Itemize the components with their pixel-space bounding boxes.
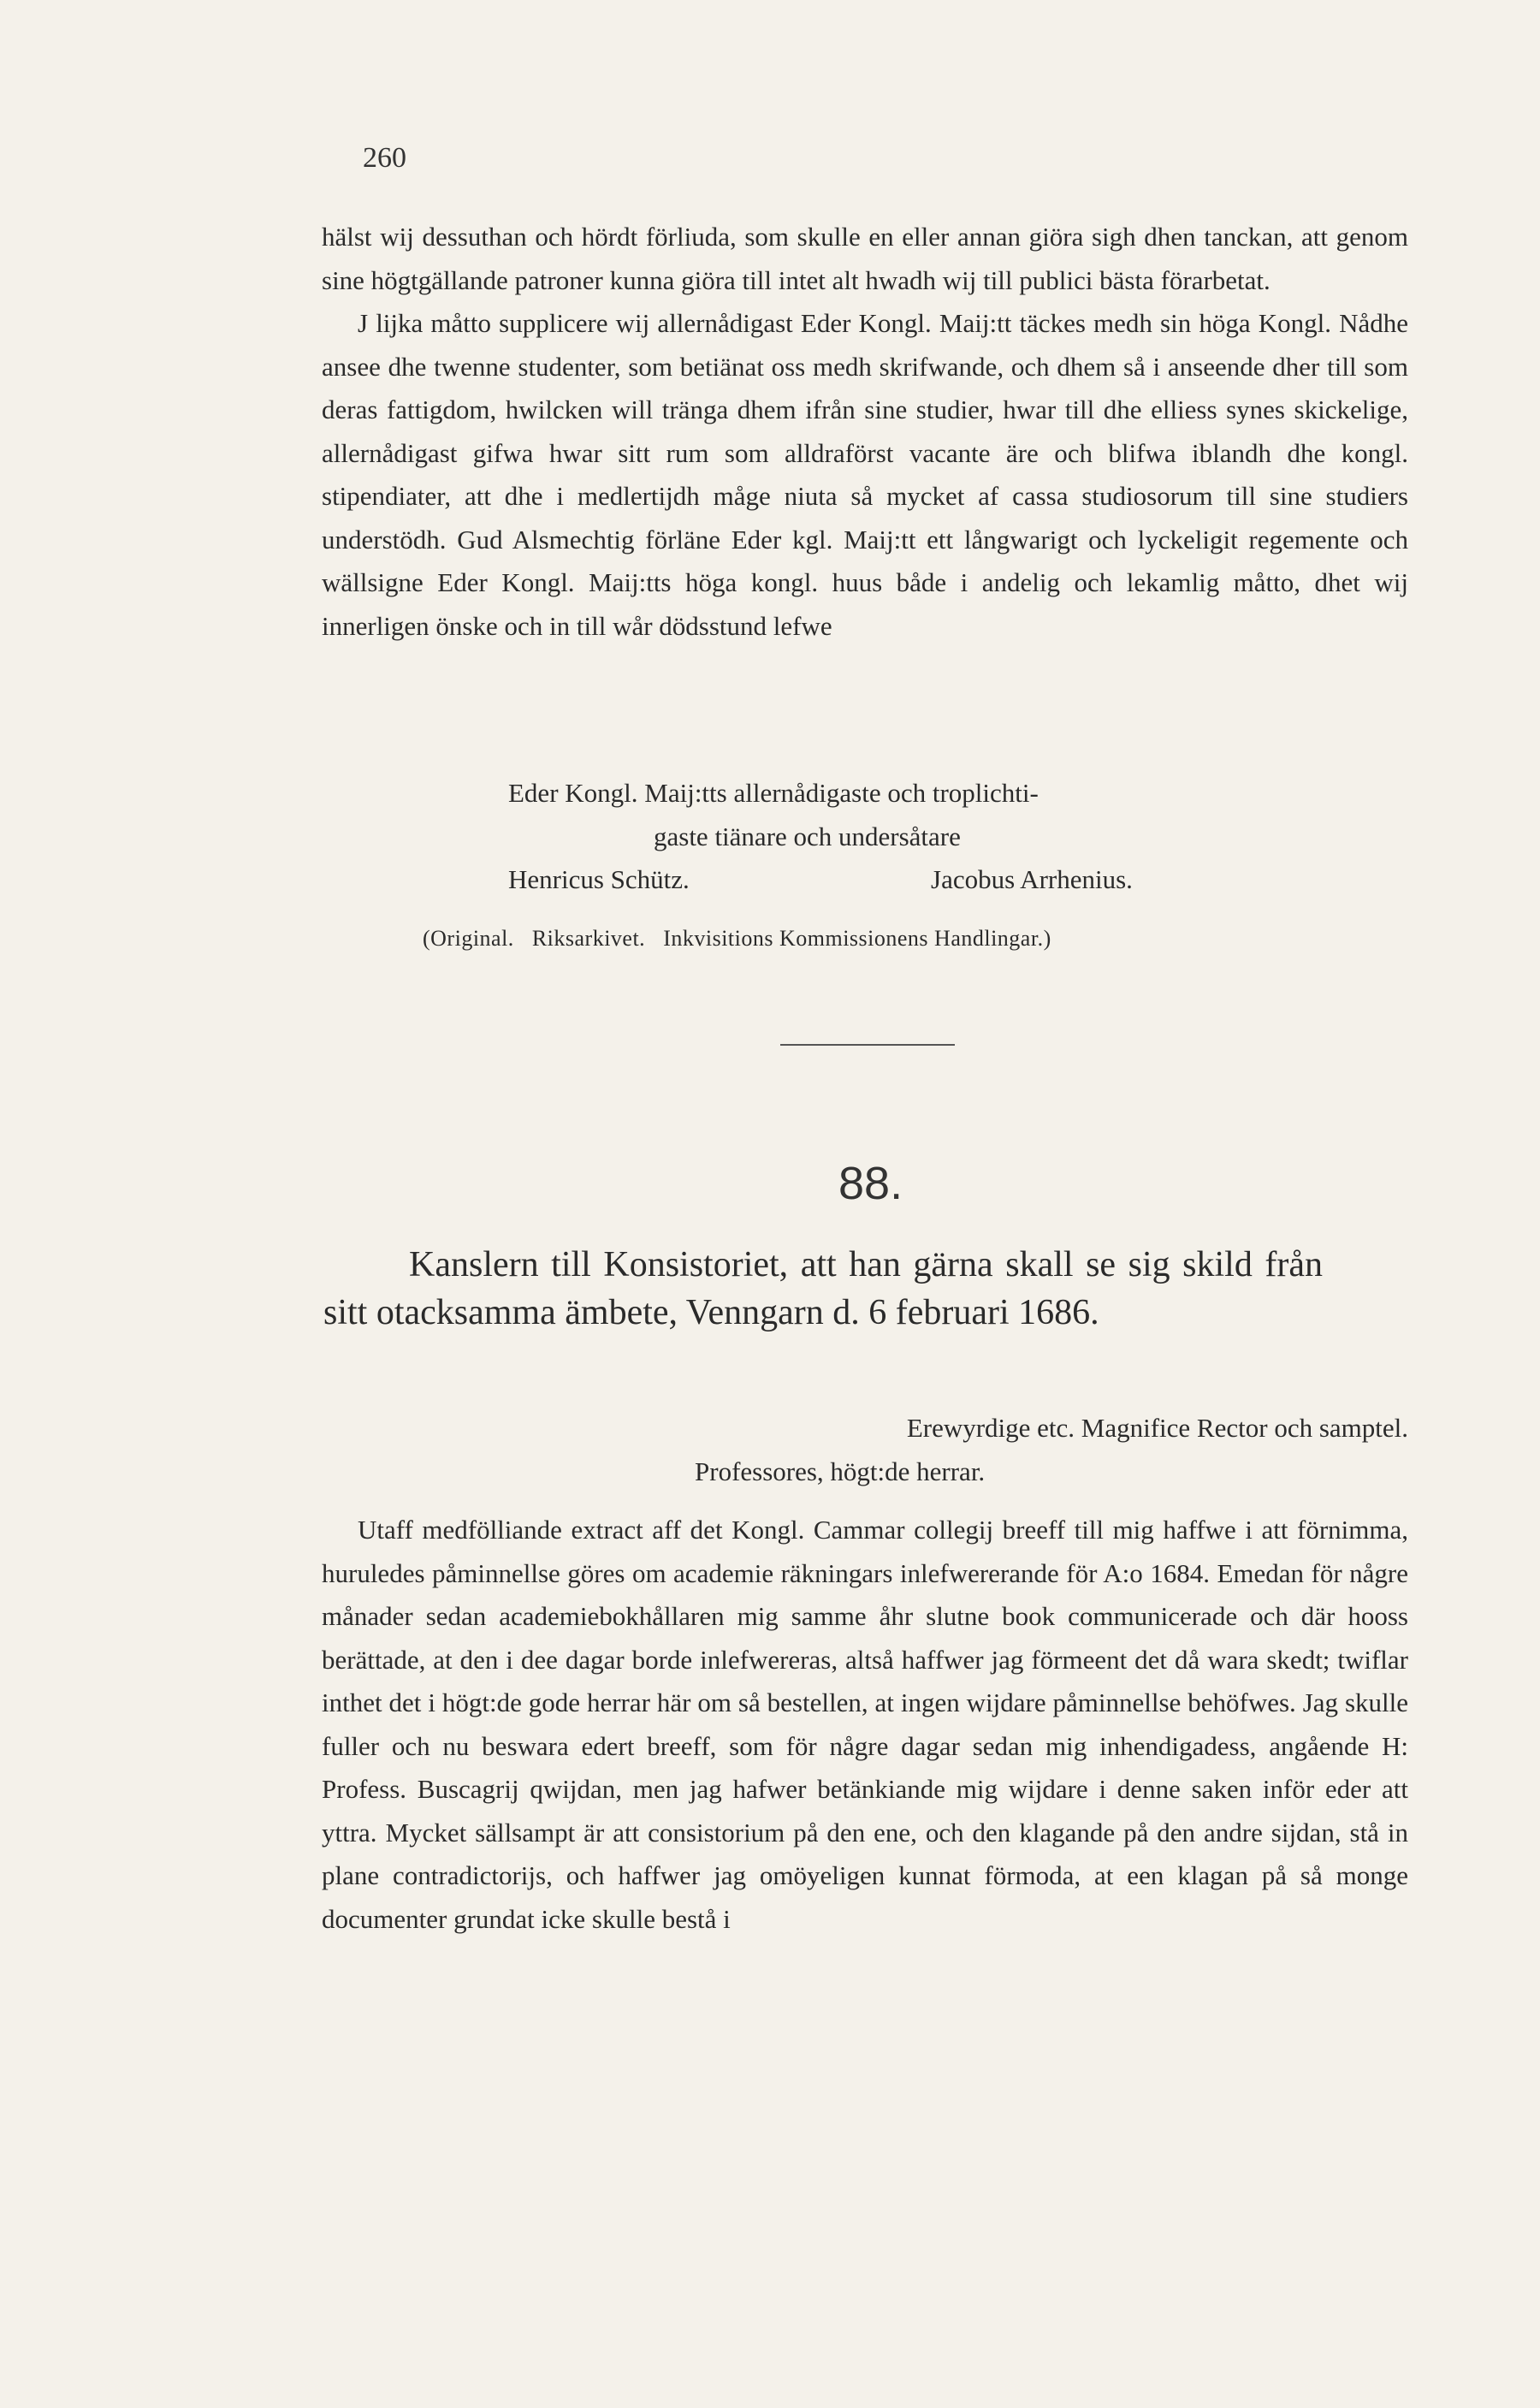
signer-schutz: Henricus Schütz. (508, 864, 690, 894)
letter1-paragraph-2: J lijka måtto supplicere wij allernådigast Eder Kongl. Maij:tt täckes medh sin höga Kongl. Nådhe ansee dhe twenne studenter, som betiänat oss medh skrifwande, och dhem så i anseende dher till som deras fattigdom, hwilcken will tränga dhem ifrån sine studier, hwar till dhe elliess synes skickelige, allernådigast gifwa hwar sitt rum som alldraförst vacante äre och blifwa iblandh dhe kongl. stipendiater, att dhe i medlertijdh måge niuta så mycket af cassa studiosorum till sine studiers understödh. Gud Alsmechtig förläne Eder kgl. Maij:tt ett långwarigt och lyckeligit regemente och wällsigne Eder Kongl. Maij:tts höga kongl. huus både i andelig och lekamlig måtto, dhet wij innerligen önske och in till wår dödsstund lefwe (322, 308, 1408, 641)
section-divider (780, 1044, 955, 1046)
letter2-body (322, 1509, 1408, 1941)
signatories (322, 858, 1408, 903)
salutation-line-2: Professores, högt:de herrar. (695, 1456, 986, 1486)
page-number: 260 (363, 142, 406, 174)
document-heading: Kanslern till Konsistoriet, att han gärna skall se sig skild från sitt otacksamma ämbete, Venngarn d. 6 februari 1686. (323, 1245, 1323, 1332)
source-note-original: (Original. (423, 926, 514, 951)
document-number: 88. (838, 1158, 903, 1209)
salutation (322, 1407, 1408, 1493)
letter2-paragraph: Utaff medfölliande extract aff det Kongl. Cammar collegij breeff till mig haffwe i att förnimma, huruledes påminnellse göres om academie räkningars inlefwererande för A:o 1684. Emedan för någre månader sedan academiebokhållaren mig samme åhr slutne book communicerade och där hooss berättade, at den i dee dagar borde inlefwereras, altså haffwer jag förmeent det då wara skedt; twiflar inthet det i högt:de gode herrar här om så bestellen, at ingen wijdare påminnellse behöfwes. Jag skulle fuller och nu beswara edert breeff, som för någre dagar sedan mig inhendigadess, angående H: Profess. Buscagrij qwijdan, men jag hafwer betänkiande mig wijdare i denne saken inför eder att yttra. Mycket sällsampt är att consistorium på den ene, och den klagande på den andre sijdan, stå in plane contradictorijs, och haffwer jag omöyeligen kunnat förmoda, at een klagan på så monge documenter grundat icke skulle bestå i (322, 1515, 1408, 1934)
source-note-archive: Riksarkivet. (531, 926, 646, 951)
letter1-body (322, 216, 1408, 648)
letter1-closing (322, 772, 1408, 903)
source-note (423, 926, 1063, 952)
closing-line-1: Eder Kongl. Maij:tts allernådigaste och troplichti- (508, 778, 1039, 808)
source-note-collection: Inkvisitions Kommissionens Handlingar.) (663, 926, 1051, 951)
signer-arrhenius: Jacobus Arrhenius. (931, 864, 1133, 894)
salutation-line-1: Erewyrdige etc. Magnifice Rector och samptel. (906, 1413, 1408, 1443)
letter1-paragraph-1: hälst wij dessuthan och hördt förliuda, som skulle en eller annan giöra sigh dhen tanckan, att genom sine högtgällande patroner kunna giöra till intet alt hwadh wij till publici bästa förarbetat. (322, 222, 1408, 295)
closing-line-2: gaste tiänare och undersåtare (654, 821, 961, 851)
